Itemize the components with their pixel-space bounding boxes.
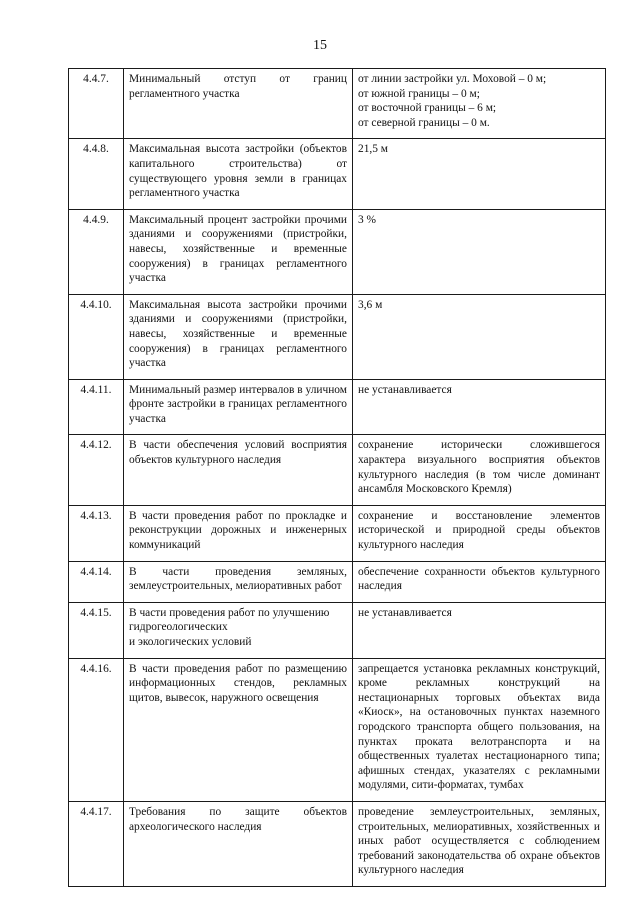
value-line: от восточной границы – 6 м; xyxy=(358,102,497,115)
table-row xyxy=(69,801,606,886)
table-row xyxy=(69,139,606,209)
parameter-name: В части обеспечения условий восприятия объектов культурного наследия xyxy=(124,435,353,505)
table-row xyxy=(69,561,606,602)
row-number: 4.4.9. xyxy=(69,209,124,294)
table-row xyxy=(69,658,606,801)
parameter-name: В части проведения работ по размещению информационных стендов, рекламных щитов, вывесок, наружного освещения xyxy=(124,658,353,801)
value-line: от северной границы – 0 м. xyxy=(358,116,490,129)
table-row xyxy=(69,294,606,379)
row-number: 4.4.14. xyxy=(69,561,124,602)
parameter-value xyxy=(353,69,606,139)
value-line: от южной границы – 0 м; xyxy=(358,87,480,100)
table-row xyxy=(69,435,606,505)
table-row xyxy=(69,602,606,658)
parameter-line: и экологических условий xyxy=(129,636,252,648)
parameter-name: Максимальный процент застройки прочими зданиями и сооружениями (пристройки, навесы, хозяйственные и временные сооружения) в границах регламентного участка xyxy=(124,209,353,294)
parameter-name xyxy=(124,602,353,658)
regulations-table xyxy=(68,68,606,887)
parameter-value: 3,6 м xyxy=(353,294,606,379)
parameter-name: В части проведения земляных, землеустроительных, мелиоративных работ xyxy=(124,561,353,602)
parameter-value: 3 % xyxy=(353,209,606,294)
parameter-value: не устанавливается xyxy=(353,602,606,658)
parameter-value: сохранение исторически сложившегося характера визуального восприятия объектов культурного наследия (в том числе доминант ансамбля Московского Кремля) xyxy=(353,435,606,505)
row-number: 4.4.17. xyxy=(69,801,124,886)
parameter-value: не устанавливается xyxy=(353,379,606,435)
row-number: 4.4.8. xyxy=(69,139,124,209)
parameter-name: В части проведения работ по прокладке и реконструкции дорожных и инженерных коммуникаций xyxy=(124,505,353,561)
parameter-name: Минимальный отступ от границ регламентного участка xyxy=(124,69,353,139)
table-row xyxy=(69,209,606,294)
table-row xyxy=(69,379,606,435)
parameter-name: Максимальная высота застройки прочими зданиями и сооружениями (пристройки, навесы, хозяйственные и временные сооружения) в границах регламентного участка xyxy=(124,294,353,379)
parameter-line: В части проведения работ по улучшению xyxy=(129,606,330,619)
table-row xyxy=(69,69,606,139)
row-number: 4.4.15. xyxy=(69,602,124,658)
row-number: 4.4.11. xyxy=(69,379,124,435)
parameter-value: обеспечение сохранности объектов культурного наследия xyxy=(353,561,606,602)
row-number: 4.4.7. xyxy=(69,69,124,139)
parameter-name: Требования по защите объектов археологического наследия xyxy=(124,801,353,886)
parameter-line: гидрогеологических xyxy=(129,621,228,634)
page-number: 15 xyxy=(313,38,327,53)
parameter-value: запрещается установка рекламных конструкций, кроме рекламных конструкций на нестационарных торговых объектах вида «Киоск», на остановочных пунктах наземного городского транспорта общего пользования, на пунктах проката велотранспорта и на общественных туалетах нестационарного типа; афишных стендах, указателях с рекламными модулями, сити-форматах, тумбах xyxy=(353,658,606,801)
parameter-value: 21,5 м xyxy=(353,139,606,209)
parameter-value: проведение землеустроительных, земляных, строительных, мелиоративных, хозяйственных и иных работ осуществляется с соблюдением требований законодательства об охране объектов культурного наследия xyxy=(353,801,606,886)
row-number: 4.4.16. xyxy=(69,658,124,801)
parameter-name: Минимальный размер интервалов в уличном фронте застройки в границах регламентного участка xyxy=(124,379,353,435)
row-number: 4.4.13. xyxy=(69,505,124,561)
row-number: 4.4.10. xyxy=(69,294,124,379)
value-line: от линии застройки ул. Моховой – 0 м; xyxy=(358,73,547,85)
row-number: 4.4.12. xyxy=(69,435,124,505)
table-row xyxy=(69,505,606,561)
parameter-value: сохранение и восстановление элементов исторической и природной среды объектов культурного наследия xyxy=(353,505,606,561)
parameter-name: Максимальная высота застройки (объектов капитального строительства) от существующего уровня земли в границах регламентного участка xyxy=(124,139,353,209)
